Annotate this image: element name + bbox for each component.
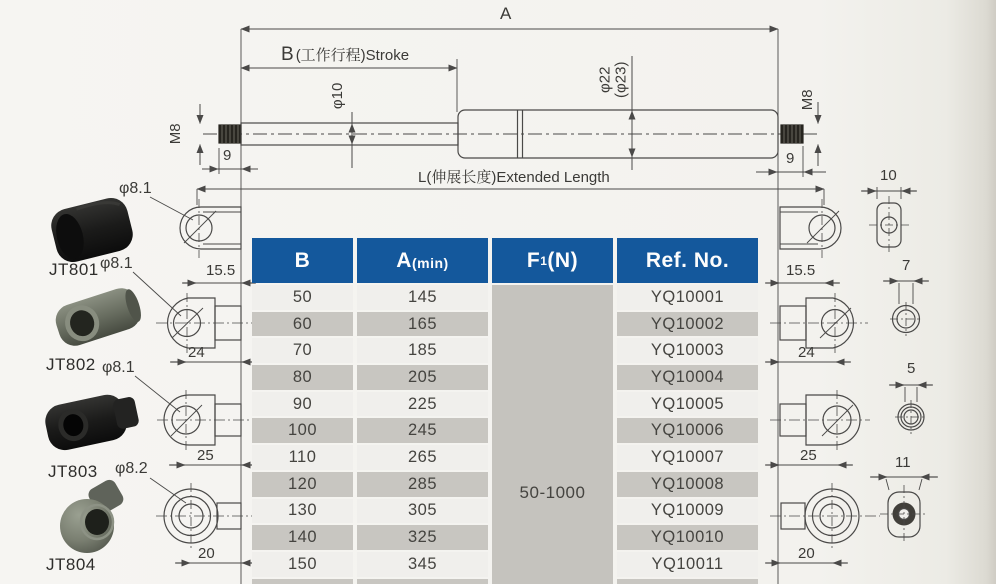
- left-fitting-drawings: [156, 293, 256, 563]
- width-dim-5: 5: [907, 360, 916, 377]
- cell-b: 100: [252, 418, 353, 443]
- photo-jt804: [60, 477, 126, 553]
- width-dim-7: 7: [902, 257, 911, 274]
- width-dim-10: 10: [880, 167, 897, 184]
- cell-b: 60: [252, 312, 353, 337]
- gas-spring-body: [203, 110, 818, 158]
- front-view-11: [870, 477, 938, 543]
- header-ref-no: Ref. No.: [617, 238, 758, 283]
- cell-ref: YQ10003: [617, 338, 758, 363]
- thread-left-label: M8: [167, 123, 185, 145]
- cell-b: 110: [252, 445, 353, 470]
- header-a-sub: (min): [411, 254, 449, 271]
- fitting-code-jt802: JT802: [46, 355, 96, 374]
- cell-b: 130: [252, 499, 353, 524]
- dim-b-letter: B: [281, 44, 294, 65]
- hole-dia-jt801-label: φ8.1: [100, 255, 133, 272]
- force-range-cell: [492, 285, 613, 584]
- right-drawing-25: [765, 390, 870, 465]
- header-f: F: [526, 248, 541, 272]
- force-range-value: 50-1000: [519, 483, 586, 502]
- tube-diameter-label: [597, 44, 629, 116]
- column-force: [492, 238, 613, 584]
- fitting-code-jt804: JT804: [46, 555, 96, 574]
- right-drawing-24: [765, 293, 868, 362]
- cell-b: 140: [252, 525, 353, 550]
- front-view-10: [861, 187, 917, 254]
- hole-dia-jt802-label: φ8.1: [102, 359, 135, 376]
- cell-a: 225: [357, 392, 488, 417]
- column-ref-no: [617, 238, 758, 584]
- front-view-5: [889, 385, 933, 434]
- cell-a: 305: [357, 499, 488, 524]
- cell-b: 50: [252, 285, 353, 310]
- header-force: F 1 (N): [492, 238, 613, 283]
- right-fitting-drawings: [765, 293, 880, 563]
- right-drawing-20: [765, 483, 880, 563]
- right-dim-25: 25: [800, 447, 817, 464]
- right-dim-20: 20: [798, 545, 815, 562]
- header-a-min: [357, 238, 488, 283]
- tube-dia-value: φ22: [596, 66, 614, 93]
- cell-b: 80: [252, 365, 353, 390]
- cell-a: 285: [357, 472, 488, 497]
- fitting-code-jt801: JT801: [49, 260, 99, 279]
- cell-ref: YQ10005: [617, 392, 758, 417]
- right-dim-24: 24: [798, 344, 815, 361]
- cell-a: 245: [357, 418, 488, 443]
- dim-b-text: (工作行程)Stroke: [295, 47, 410, 64]
- cell-ref: YQ10006: [617, 418, 758, 443]
- cell-ref: YQ10002: [617, 312, 758, 337]
- cell-ref: YQ10001: [617, 285, 758, 310]
- cell-a: 185: [357, 338, 488, 363]
- eyelet-dim-left: 15.5: [206, 262, 236, 279]
- rod-diameter-label: φ10: [329, 82, 347, 110]
- dim-l-line: [197, 189, 824, 205]
- extended-length-label: L(伸展长度)Extended Length: [418, 169, 610, 186]
- cell-a: 345: [357, 552, 488, 577]
- thread-right-label: M8: [799, 89, 817, 111]
- cell-a: 205: [357, 365, 488, 390]
- cell-ref: YQ10008: [617, 472, 758, 497]
- cell-b: 90: [252, 392, 353, 417]
- left-dim-25: 25: [197, 447, 214, 464]
- front-views: [861, 187, 938, 543]
- width-dim-11: 11: [895, 454, 911, 471]
- cell-ref: YQ10011: [617, 552, 758, 577]
- cell-a-partial: [357, 579, 488, 584]
- thread-length-left: 9: [223, 147, 232, 164]
- header-b: B: [252, 238, 353, 283]
- header-f-unit: (N): [547, 248, 579, 272]
- cell-b-partial: [252, 579, 353, 584]
- left-dim-20: 20: [198, 545, 215, 562]
- cell-ref: YQ10009: [617, 499, 758, 524]
- cell-b: 70: [252, 338, 353, 363]
- cell-a: 145: [357, 285, 488, 310]
- left-dim-24: 24: [188, 344, 205, 361]
- eyelet-dim-right: 15.5: [786, 262, 816, 279]
- dim-a-label: A: [500, 4, 512, 23]
- tube-dia-alt-value: (φ23): [612, 61, 629, 98]
- fitting-code-jt803: JT803: [48, 462, 98, 481]
- front-view-7: [883, 281, 929, 336]
- column-a-min: [357, 238, 488, 584]
- cell-a: 325: [357, 525, 488, 550]
- column-stroke-b: [252, 238, 353, 584]
- cell-ref: YQ10004: [617, 365, 758, 390]
- cell-a: 165: [357, 312, 488, 337]
- cell-b: 120: [252, 472, 353, 497]
- cell-ref-partial: [617, 579, 758, 584]
- cell-a: 265: [357, 445, 488, 470]
- header-a: A: [396, 248, 412, 272]
- cell-ref: YQ10007: [617, 445, 758, 470]
- cell-b: 150: [252, 552, 353, 577]
- dim-b-label: [281, 45, 409, 65]
- spec-table: [252, 238, 758, 584]
- cell-ref: YQ10010: [617, 525, 758, 550]
- photo-jt803: [42, 389, 142, 453]
- hole-dia-jt803-label: φ8.2: [115, 460, 148, 477]
- hole-dia-top-label: φ8.1: [119, 180, 152, 197]
- thread-length-right: 9: [786, 150, 795, 167]
- photo-jt802: [52, 284, 146, 350]
